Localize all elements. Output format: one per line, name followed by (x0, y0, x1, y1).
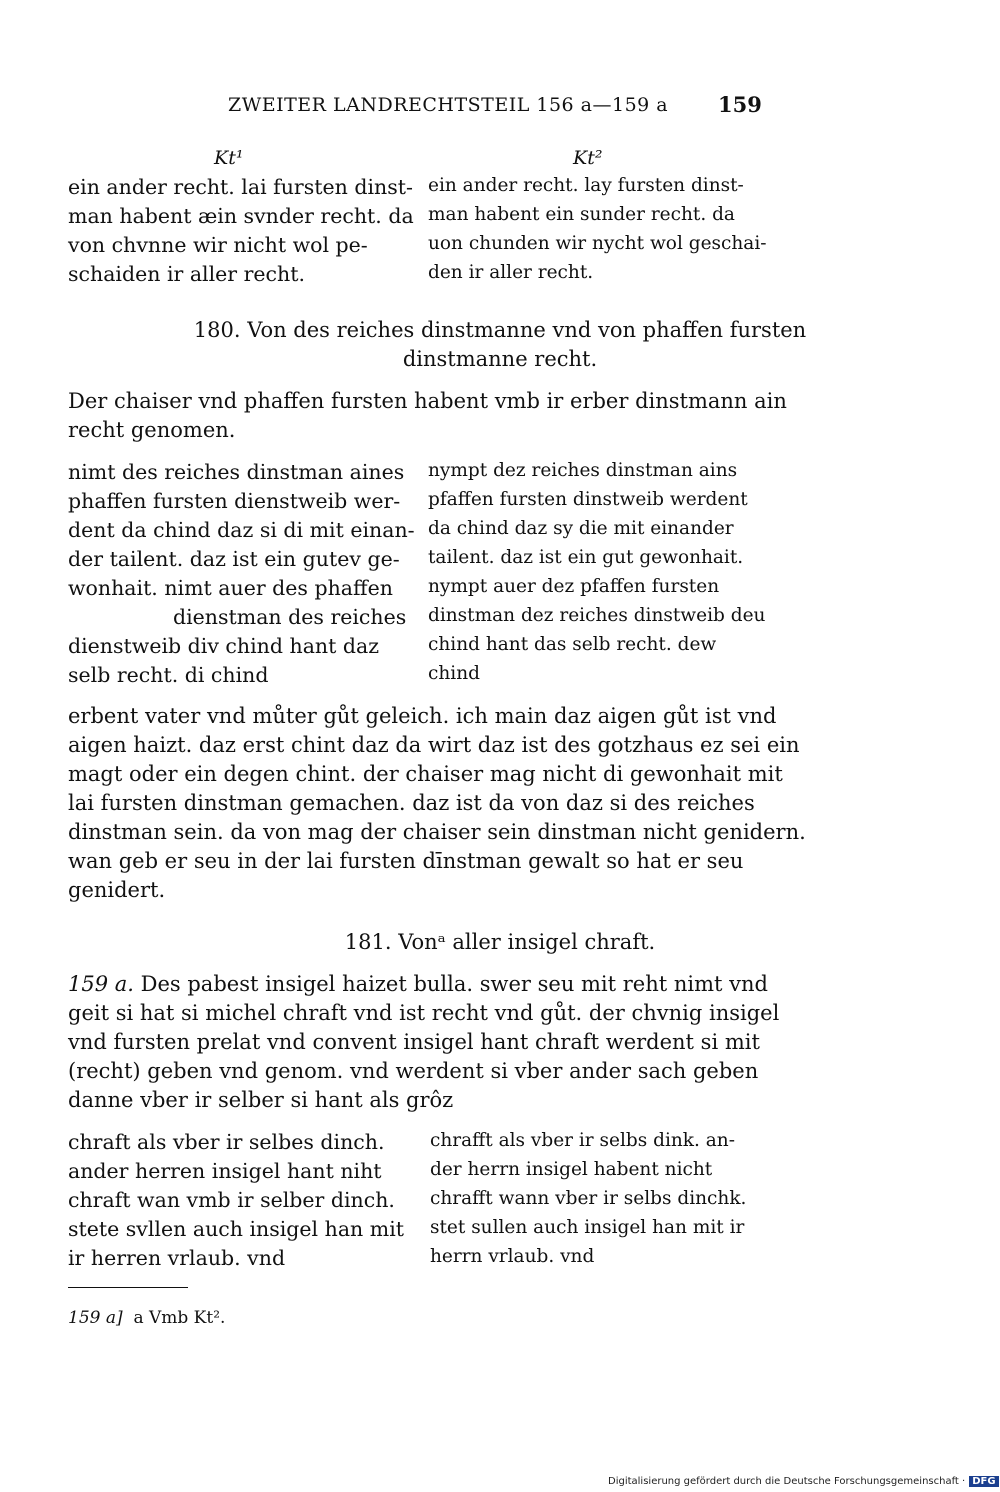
text-line: dent da chind daz si di mit einan- (68, 518, 415, 542)
text-line: man habent æin svnder recht. da (68, 204, 414, 228)
right-column-head: Kt² (573, 147, 603, 169)
block1-left-column (68, 173, 414, 289)
block1-right-column (428, 171, 767, 287)
section-180-left-column (68, 458, 415, 690)
text-line (68, 970, 768, 999)
text-line: dinstman dez reiches dinstweib deu (428, 605, 766, 626)
section-181-paragraph (68, 970, 780, 1115)
section-180-heading (0, 316, 1000, 374)
text-line: (recht) geben vnd genom. vnd werdent si vber ander sach geben (68, 1059, 759, 1083)
text-line: Der chaiser vnd phaffen fursten habent vmb ir erber dinstmann ain (68, 389, 787, 413)
paragraph-label: 159 a. (68, 972, 134, 996)
text-line: dienstweib div chind hant daz (68, 634, 380, 658)
page-number: 159 (718, 92, 762, 117)
text-line: chind (428, 663, 480, 684)
dfg-logo: DFG (969, 1476, 998, 1487)
text-line: vnd fursten prelat vnd convent insigel hant chraft werdent si mit (68, 1030, 760, 1054)
text-line: chind hant das selb recht. dew (428, 634, 717, 655)
text-line: da chind daz sy die mit einander (428, 518, 734, 539)
heading-line: 180. Von des reiches dinstmanne vnd von phaffen fursten (193, 318, 807, 342)
text-line: von chvnne wir nicht wol pe- (68, 233, 368, 257)
text-line: lai fursten dinstman gemachen. daz ist da von daz si des reiches (68, 791, 755, 815)
running-header (0, 92, 1000, 124)
text-line: pfaffen fursten dinstweib werdent (428, 489, 748, 510)
text-span: Des pabest insigel haizet bulla. swer seu mit reht nimt vnd (140, 972, 768, 996)
heading-line: 181. Vonᵃ aller insigel chraft. (344, 930, 656, 954)
text-line: wonhait. nimt auer des phaffen (68, 576, 393, 600)
text-line: phaffen fursten dienstweib wer- (68, 489, 401, 513)
digitization-credit (608, 1476, 999, 1487)
text-line: uon chunden wir nycht wol geschai- (428, 233, 767, 254)
text-line: ein ander recht. lai fursten dinst- (68, 175, 413, 199)
running-title: ZWEITER LANDRECHTSTEIL 156 a—159 a (228, 94, 669, 116)
footnote (68, 1308, 225, 1328)
section-180-intro (68, 387, 787, 445)
text-line: herrn vrlaub. vnd (430, 1246, 595, 1267)
text-line: stete svllen auch insigel han mit (68, 1217, 405, 1241)
text-line: chrafft als vber ir selbs dink. an- (430, 1130, 735, 1151)
section-180-continuation (68, 702, 806, 905)
text-line: chrafft wann vber ir selbs dinchk. (430, 1188, 747, 1209)
credit-text: Digitalisierung gefördert durch die Deutsche Forschungsgemeinschaft · (608, 1476, 966, 1487)
text-line: man habent ein sunder recht. da (428, 204, 735, 225)
text-line: danne vber ir selber si hant als grôz (68, 1088, 454, 1112)
text-line: der tailent. daz ist ein gutev ge- (68, 547, 400, 571)
text-line: ir herren vrlaub. vnd (68, 1246, 286, 1270)
section-181-right-column (430, 1126, 746, 1271)
text-line: stet sullen auch insigel han mit ir (430, 1217, 745, 1238)
text-line: magt oder ein degen chint. der chaiser mag nicht di gewonhait mit (68, 762, 783, 786)
text-line: geit si hat si michel chraft vnd ist recht vnd gůt. der chvnig insigel (68, 1001, 780, 1025)
left-column-head: Kt¹ (214, 147, 244, 169)
text-line: chraft wan vmb ir selber dinch. (68, 1188, 395, 1212)
text-line: erbent vater vnd můter gůt geleich. ich main daz aigen gůt ist vnd (68, 704, 777, 728)
section-180-right-column (428, 456, 765, 688)
text-line: chraft als vber ir selbes dinch. (68, 1130, 385, 1154)
section-181-heading (0, 928, 1000, 957)
text-line: dienstman des reiches (173, 605, 407, 629)
text-line: schaiden ir aller recht. (68, 262, 305, 286)
heading-line: dinstmanne recht. (402, 347, 598, 371)
text-line: nympt auer dez pfaffen fursten (428, 576, 720, 597)
text-line: wan geb er seu in der lai fursten dīnstman gewalt so hat er seu (68, 849, 744, 873)
text-line: den ir aller recht. (428, 262, 594, 283)
footnote-ref: 159 a] (68, 1308, 123, 1328)
text-line: dinstman sein. da von mag der chaiser sein dinstman nicht genidern. (68, 820, 806, 844)
text-line: ander herren insigel hant niht (68, 1159, 382, 1183)
text-line: tailent. daz ist ein gut gewonhait. (428, 547, 744, 568)
text-line: nimt des reiches dinstman aines (68, 460, 405, 484)
section-181-left-column (68, 1128, 404, 1273)
text-line: ein ander recht. lay fursten dinst- (428, 175, 744, 196)
text-line: aigen haizt. daz erst chint daz da wirt daz ist des gotzhaus ez sei ein (68, 733, 800, 757)
text-line: genidert. (68, 878, 166, 902)
text-line: recht genomen. (68, 418, 236, 442)
footnote-rule (68, 1287, 188, 1288)
text-line: selb recht. di chind (68, 663, 269, 687)
text-line: der herrn insigel habent nicht (430, 1159, 713, 1180)
footnote-text: a Vmb Kt². (133, 1308, 226, 1328)
text-line: nympt dez reiches dinstman ains (428, 460, 738, 481)
